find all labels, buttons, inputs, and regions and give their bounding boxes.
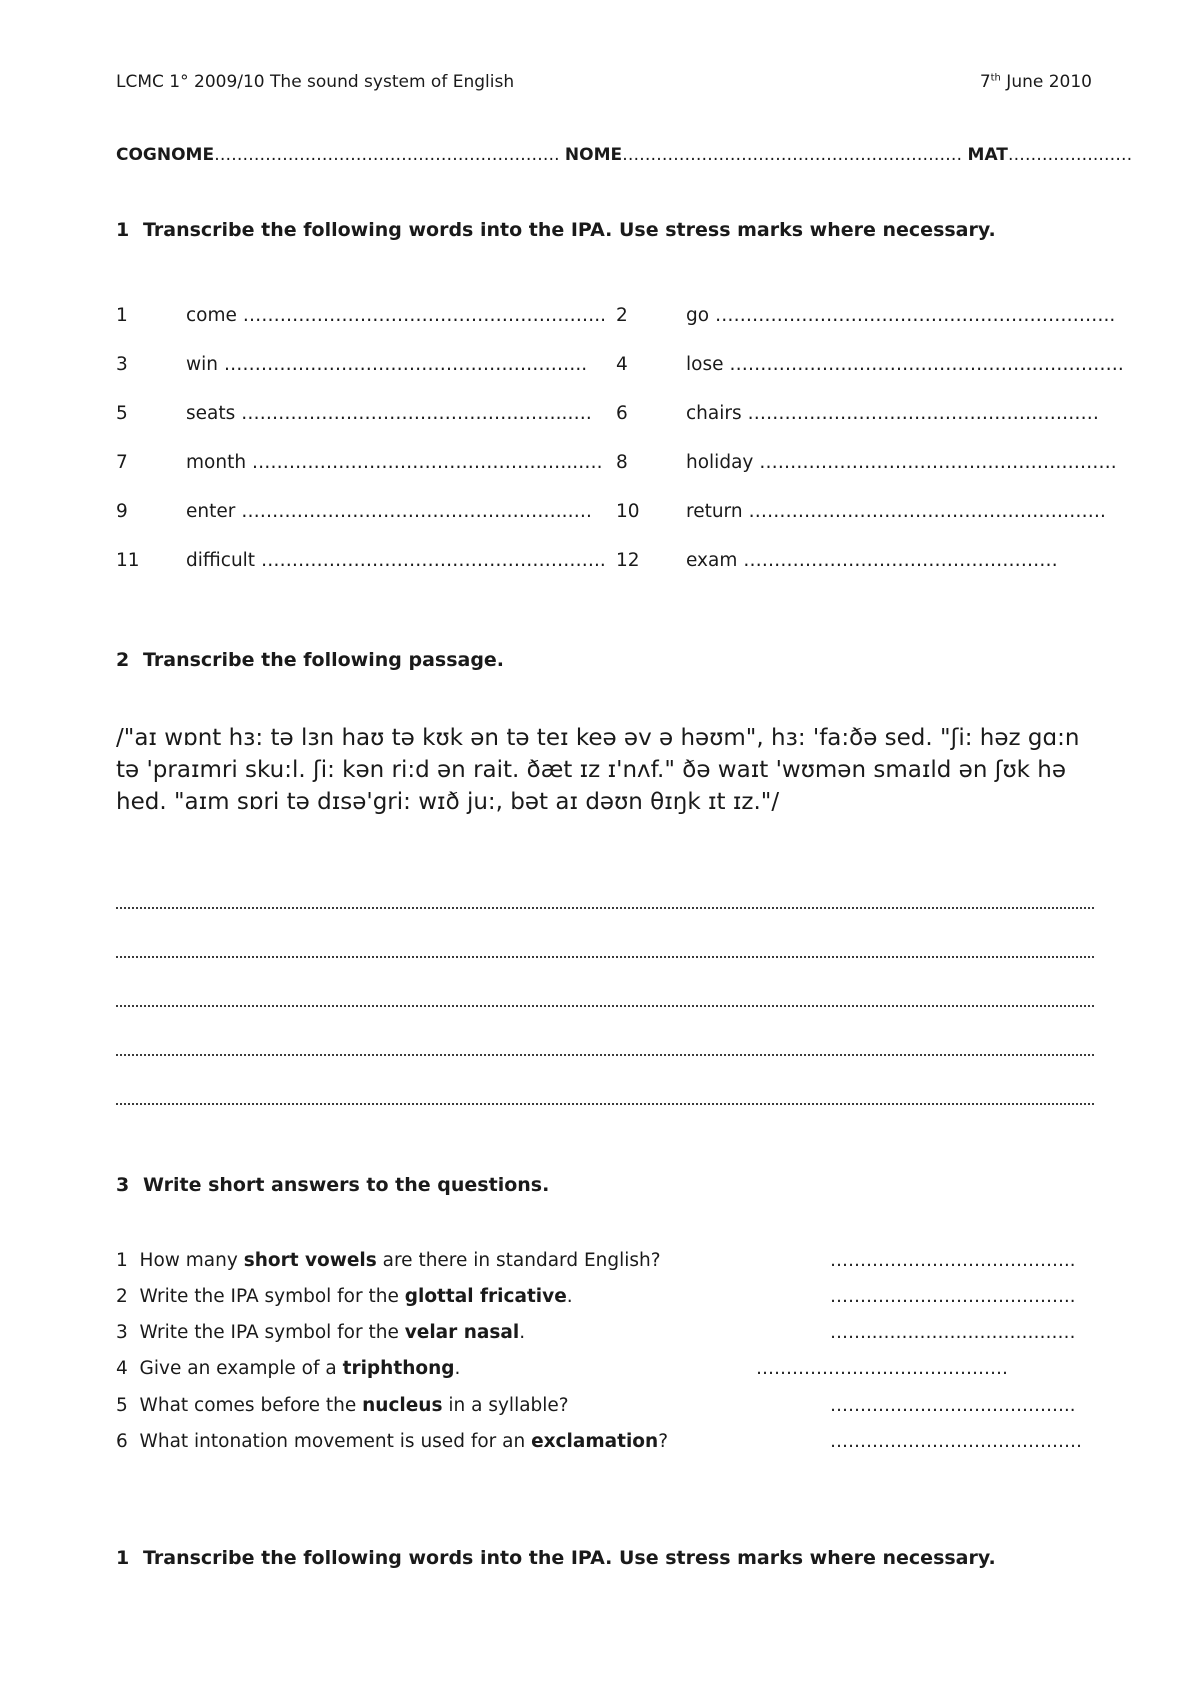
word-item-3[interactable]: win ………………………………………………….. bbox=[186, 354, 588, 375]
word-num-9: 9 bbox=[116, 501, 128, 522]
footer-section-number: 1 bbox=[116, 1547, 130, 1569]
question-6-number: 6 bbox=[116, 1431, 128, 1452]
word-num-12: 12 bbox=[616, 550, 640, 571]
word-num-11: 11 bbox=[116, 550, 140, 571]
word-item-4[interactable]: lose ………………………………………………………. bbox=[686, 354, 1124, 375]
word-item-2[interactable]: go ……………………………………………………….. bbox=[686, 305, 1116, 326]
section-3-number: 3 bbox=[116, 1174, 130, 1196]
question-5-number: 5 bbox=[116, 1395, 128, 1416]
answer-line-1[interactable] bbox=[116, 907, 1094, 909]
answer-field-3[interactable]: ……..…………………………… bbox=[830, 1322, 1076, 1343]
question-3-pre: Write the IPA symbol for the bbox=[139, 1322, 405, 1343]
question-4 bbox=[116, 1358, 460, 1379]
date-day: 7 bbox=[979, 72, 991, 92]
footer-section-title: Transcribe the following words into the IPA. Use stress marks where necessary. bbox=[143, 1547, 996, 1569]
word-item-1[interactable]: come ………………………………………………….. bbox=[186, 305, 607, 326]
section-3-heading bbox=[116, 1174, 549, 1196]
word-num-2: 2 bbox=[616, 305, 628, 326]
question-3-key-term: velar nasal bbox=[404, 1322, 520, 1343]
question-6-key-term: exclamation bbox=[531, 1431, 659, 1452]
word-item-6[interactable]: chairs ………………………………………………… bbox=[686, 403, 1099, 424]
question-5-pre: What comes before the bbox=[139, 1395, 363, 1416]
question-4-pre: Give an example of a bbox=[139, 1358, 343, 1379]
question-3-number: 3 bbox=[116, 1322, 128, 1343]
answer-field-5[interactable]: ………………………………….. bbox=[830, 1395, 1076, 1416]
word-item-5[interactable]: seats ……………………………………………..…. bbox=[186, 403, 592, 424]
answer-field-4[interactable]: …………………………………… bbox=[756, 1358, 1008, 1379]
section-2-number: 2 bbox=[116, 649, 130, 671]
answer-line-5[interactable] bbox=[116, 1103, 1094, 1105]
section-1-heading bbox=[116, 219, 996, 241]
mat-field[interactable]: …………….…… bbox=[1007, 145, 1133, 165]
word-item-11[interactable]: difficult ……………………………………………….. bbox=[186, 550, 606, 571]
word-item-9[interactable]: enter ……………………………………………..…. bbox=[186, 501, 592, 522]
word-num-6: 6 bbox=[616, 403, 628, 424]
word-item-7[interactable]: month ……………………………………………..…. bbox=[186, 452, 603, 473]
date-suffix: th bbox=[990, 72, 1001, 84]
ipa-passage: /"aɪ wɒnt hɜ: tə lɜn haʊ tə kʊk ən tə teɪ keə əv ə həʊm", hɜ: 'fa:ðə sed. "ʃi: həz gɑ:n tə 'praɪmri sku:l. ʃi: kən ri:d ən rait. ðæt ɪz ɪ'nʌf." ðə waɪt 'wʊmən smaɪld ən ʃʊk hə hed. "aɪm sɒri tə dɪsə'gri: wɪð ju:, bət aɪ dəʊn θɪŋk ɪt ɪz."/ bbox=[116, 725, 1080, 815]
word-num-8: 8 bbox=[616, 452, 628, 473]
answer-line-2[interactable] bbox=[116, 956, 1094, 958]
question-2-pre: Write the IPA symbol for the bbox=[139, 1286, 405, 1307]
name-label: NOME bbox=[564, 145, 623, 165]
answer-line-4[interactable] bbox=[116, 1054, 1094, 1056]
question-1 bbox=[116, 1250, 661, 1271]
question-3-post: . bbox=[519, 1322, 526, 1343]
question-6-pre: What intonation movement is used for an bbox=[139, 1431, 532, 1452]
section-1-title: Transcribe the following words into the IPA. Use stress marks where necessary. bbox=[143, 219, 996, 241]
question-1-key-term: short vowels bbox=[243, 1250, 377, 1271]
answer-field-1[interactable]: ………………………………….. bbox=[830, 1250, 1076, 1271]
question-2-post: . bbox=[566, 1286, 573, 1307]
answer-line-3[interactable] bbox=[116, 1005, 1094, 1007]
header-date bbox=[980, 72, 1092, 92]
section-2-heading bbox=[116, 649, 504, 671]
word-num-4: 4 bbox=[616, 354, 628, 375]
word-num-1: 1 bbox=[116, 305, 128, 326]
footer-section-heading bbox=[116, 1547, 996, 1569]
date-rest: June 2010 bbox=[1000, 72, 1092, 92]
word-item-10[interactable]: return …………………………………………………. bbox=[686, 501, 1106, 522]
question-4-post: . bbox=[454, 1358, 461, 1379]
surname-field[interactable]: ……………………………………………………. bbox=[214, 145, 565, 165]
word-item-12[interactable]: exam …………………………………………… bbox=[686, 550, 1058, 571]
section-3-title: Write short answers to the questions. bbox=[143, 1174, 550, 1196]
word-num-7: 7 bbox=[116, 452, 128, 473]
header-course: LCMC 1° 2009/10 The sound system of English bbox=[116, 72, 515, 92]
student-fields bbox=[116, 145, 1132, 165]
question-4-key-term: triphthong bbox=[342, 1358, 455, 1379]
word-num-10: 10 bbox=[616, 501, 640, 522]
section-2-title: Transcribe the following passage. bbox=[143, 649, 505, 671]
word-num-3: 3 bbox=[116, 354, 128, 375]
word-num-5: 5 bbox=[116, 403, 128, 424]
section-1-number: 1 bbox=[116, 219, 130, 241]
question-5 bbox=[116, 1395, 569, 1416]
question-2-number: 2 bbox=[116, 1286, 128, 1307]
question-2 bbox=[116, 1286, 573, 1307]
surname-label: COGNOME bbox=[116, 145, 215, 165]
question-2-key-term: glottal fricative bbox=[404, 1286, 567, 1307]
question-3 bbox=[116, 1322, 525, 1343]
answer-field-2[interactable]: ………………………………….. bbox=[830, 1286, 1076, 1307]
question-4-number: 4 bbox=[116, 1358, 128, 1379]
question-1-number: 1 bbox=[116, 1250, 128, 1271]
answer-field-6[interactable]: …………………………………… bbox=[830, 1431, 1082, 1452]
name-field[interactable]: …………………………………………………… bbox=[622, 145, 968, 165]
question-5-key-term: nucleus bbox=[362, 1395, 443, 1416]
question-6 bbox=[116, 1431, 668, 1452]
question-1-pre: How many bbox=[139, 1250, 244, 1271]
question-6-post: ? bbox=[658, 1431, 669, 1452]
mat-label: MAT bbox=[967, 145, 1008, 165]
question-1-post: are there in standard English? bbox=[376, 1250, 661, 1271]
word-item-8[interactable]: holiday …………………………………………………. bbox=[686, 452, 1117, 473]
question-5-post: in a syllable? bbox=[442, 1395, 569, 1416]
